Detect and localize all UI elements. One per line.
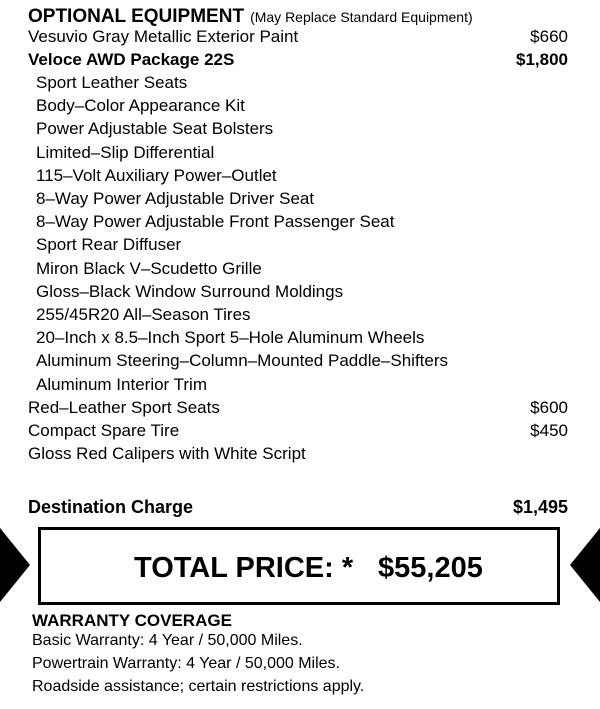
package-item: Gloss–Black Window Surround Moldings [36, 282, 344, 301]
option-row-spare-tire [28, 420, 568, 442]
destination-price: $1,495 [512, 497, 568, 517]
warranty-line: Basic Warranty: 4 Year / 50,000 Miles. [32, 632, 303, 649]
package-item: 115–Volt Auxiliary Power–Outlet [36, 166, 277, 185]
package-item: Aluminum Steering–Column–Mounted Paddle–Shifters [36, 351, 449, 370]
package-item: 8–Way Power Adjustable Driver Seat [36, 189, 315, 208]
package-item: Power Adjustable Seat Bolsters [36, 119, 274, 138]
option-price: $660 [530, 27, 568, 46]
package-item: 8–Way Power Adjustable Front Passenger Seat [36, 212, 395, 231]
package-item: Sport Rear Diffuser [36, 235, 182, 254]
package-item: Body–Color Appearance Kit [36, 96, 245, 115]
section-note: (May Replace Standard Equipment) [250, 9, 473, 25]
package-item: Miron Black V–Scudetto Grille [36, 259, 262, 278]
section-title: OPTIONAL EQUIPMENT [28, 6, 245, 27]
option-price: $450 [530, 421, 568, 440]
package-label: Veloce AWD Package 22S [28, 50, 235, 69]
warranty-line: Powertrain Warranty: 4 Year / 50,000 Miles. [32, 655, 340, 672]
package-item: 255/45R20 All–Season Tires [36, 305, 251, 324]
option-row-package [28, 49, 568, 71]
total-price-label: TOTAL PRICE: * [134, 552, 354, 584]
package-item: 20–Inch x 8.5–Inch Sport 5–Hole Aluminum Wheels [36, 328, 425, 347]
package-price: $1,800 [516, 50, 568, 69]
package-item: Aluminum Interior Trim [36, 375, 207, 394]
left-arrow-icon [0, 528, 30, 602]
package-item: Sport Leather Seats [36, 73, 188, 92]
option-price: $600 [530, 398, 568, 417]
destination-label: Destination Charge [28, 497, 194, 517]
option-row-seats [28, 397, 568, 419]
option-label: Compact Spare Tire [28, 421, 180, 440]
warranty-title: WARRANTY COVERAGE [32, 611, 232, 630]
warranty-line: Roadside assistance; certain restrictions apply. [32, 678, 365, 695]
destination-row [28, 495, 568, 519]
optional-equipment-heading [28, 6, 473, 28]
total-price-value: $55,205 [378, 552, 483, 584]
total-price-box [38, 527, 560, 605]
option-label: Gloss Red Calipers with White Script [28, 444, 306, 463]
option-label: Red–Leather Sport Seats [28, 398, 220, 417]
option-row-calipers [28, 443, 568, 465]
right-arrow-icon [570, 528, 600, 602]
option-label: Vesuvio Gray Metallic Exterior Paint [28, 27, 299, 46]
option-row-paint [28, 26, 568, 48]
package-item: Limited–Slip Differential [36, 143, 215, 162]
